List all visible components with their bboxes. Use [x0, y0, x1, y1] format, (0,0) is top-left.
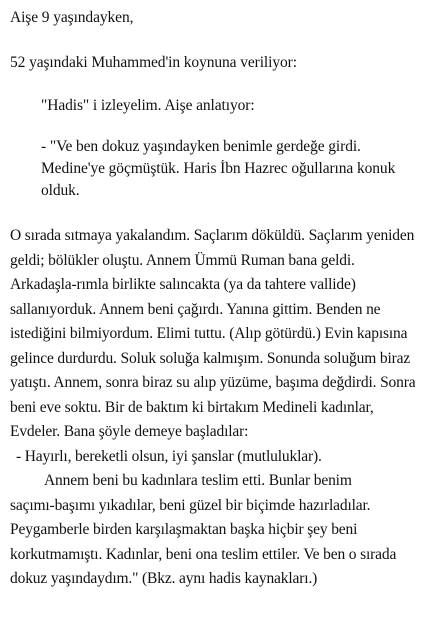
paragraph-line: geldi; bölükler oluştu. Annem Ümmü Ruman bana geldi. [10, 251, 355, 269]
narrative-paragraph [10, 224, 442, 592]
paragraph-line: O sırada sıtmaya yakalandım. Saçlarım döküldü. Saçlarım yeniden [10, 227, 415, 244]
paragraph-line: beni eve soktu. Bir de baktım ki birtakım Medineli kadınlar, [10, 398, 374, 416]
intro-line: Aişe 9 yaşındayken, [10, 9, 134, 26]
paragraph-line: dokuz yaşındaydım." (Bkz. aynı hadis kaynakları.) [10, 570, 318, 587]
paragraph-line: yatıştı. Annem, sonra biraz su alıp yüzüme, başıma değdirdi. Sonra [10, 374, 416, 391]
paragraph-line: gelince durdurdu. Soluk soluğa kalmışım. Sonunda soluğum biraz [10, 349, 411, 367]
paragraph-line: saçımı-başımı yıkadılar, beni güzel bir biçimde hazırladılar. [10, 496, 371, 514]
paragraph-line: - Hayırlı, bereketli olsun, iyi şanslar (mutluluklar). [16, 447, 322, 465]
paragraph-line: Annem beni bu kadınlara teslim etti. Bunlar benim [44, 472, 352, 489]
paragraph-line: Evdeler. Bana şöyle demeye başladılar: [10, 423, 249, 440]
quote-line: - "Ve ben dokuz yaşındayken benimle gerdeğe girdi. [41, 138, 361, 155]
paragraph-line: sallanıyorduk. Annem beni çağırdı. Yanına gittim. Benden ne [10, 300, 381, 318]
age-line: 52 yaşındaki Muhammed'in koynuna veriliyor: [10, 54, 297, 71]
paragraph-line: istediğini bilmiyordum. Elimi tuttu. (Alıp götürdü.) Evin kapısına [10, 325, 408, 342]
quote-line: olduk. [41, 182, 80, 199]
quote-line: Medine'ye göçmüştük. Haris İbn Hazrec oğullarına konuk [41, 160, 396, 177]
paragraph-line: Arkadaşla-rımla birlikte salıncakta (ya da tahtere vallide) [10, 276, 356, 293]
paragraph-line: korkutmamıştı. Kadınlar, beni ona teslim ettiler. Ve ben o sırada [10, 545, 397, 563]
hadith-intro-line: "Hadis" i izleyelim. Aişe anlatıyor: [41, 97, 255, 114]
paragraph-line: Peygamberle birden karşılaşmaktan başka hiçbir şey beni [10, 521, 358, 538]
